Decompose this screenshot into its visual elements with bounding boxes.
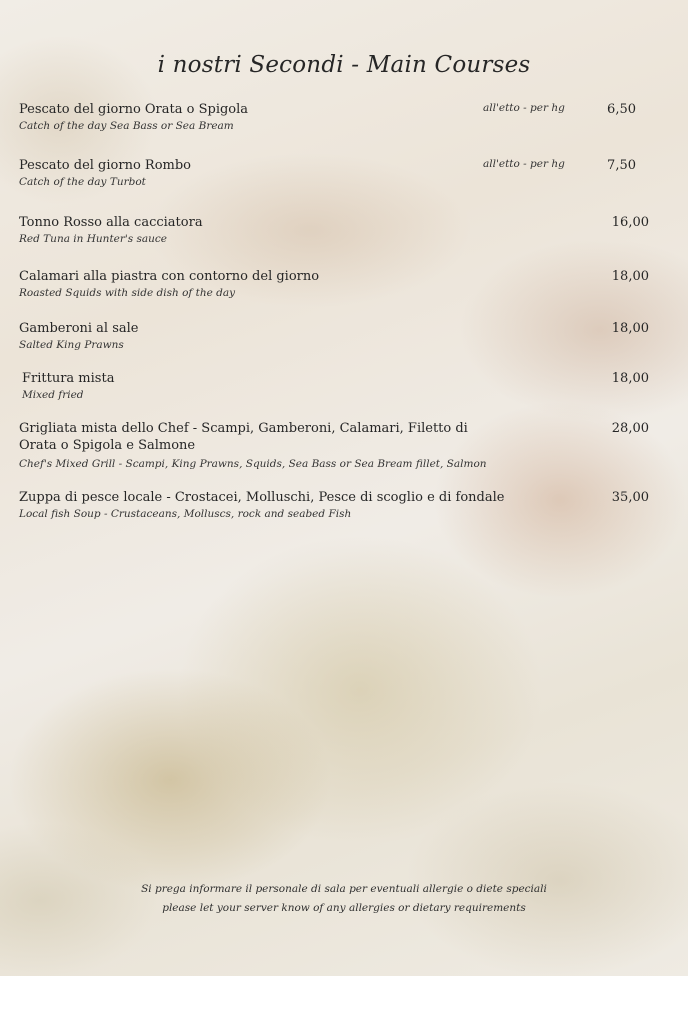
item-description: Salted King Prawns xyxy=(19,339,124,351)
allergy-note-italian: Si prega informare il personale di sala per eventuali allergie o diete speciali xyxy=(141,883,547,895)
item-description: Catch of the day Turbot xyxy=(19,176,146,188)
item-price: 18,00 xyxy=(611,371,649,386)
menu-item-grigliata xyxy=(19,420,659,471)
item-name: Zuppa di pesce locale - Crostacei, Molluschi, Pesce di scoglio e di fondale xyxy=(19,490,505,505)
item-name: Grigliata mista dello Chef - Scampi, Gamberoni, Calamari, Filetto di Orata o Spigola e Salmone xyxy=(19,421,468,453)
item-description: Red Tuna in Hunter's sauce xyxy=(19,233,168,245)
item-price: 7,50 xyxy=(607,158,636,173)
item-description: Roasted Squids with side dish of the day xyxy=(19,287,236,299)
item-name: Calamari alla piastra con contorno del giorno xyxy=(19,269,320,284)
menu-item-zuppa xyxy=(19,489,659,521)
item-description: Local fish Soup - Crustaceans, Molluscs, rock and seabed Fish xyxy=(19,508,352,520)
item-price: 6,50 xyxy=(607,102,636,117)
menu-item-frittura xyxy=(22,370,662,402)
item-name: Tonno Rosso alla cacciatora xyxy=(19,215,203,230)
item-name: Frittura mista xyxy=(22,371,115,386)
allergy-note-english: please let your server know of any allergies or dietary requirements xyxy=(162,902,526,914)
menu-item-rombo xyxy=(19,157,659,189)
item-name: Pescato del giorno Orata o Spigola xyxy=(19,102,249,117)
item-price: 16,00 xyxy=(611,215,649,230)
page-title: i nostri Secondi - Main Courses xyxy=(157,52,531,78)
item-description: Chef's Mixed Grill - Scampi, King Prawns, Squids, Sea Bass or Sea Bream fillet, Salmon xyxy=(19,458,487,470)
item-name: Gamberoni al sale xyxy=(19,321,139,336)
menu-item-orata-spigola xyxy=(19,101,659,133)
item-unit: all'etto - per hg xyxy=(483,158,565,170)
item-price: 18,00 xyxy=(611,269,649,284)
item-name: Pescato del giorno Rombo xyxy=(19,158,191,173)
item-price: 18,00 xyxy=(611,321,649,336)
menu-item-calamari xyxy=(19,268,659,300)
item-description: Mixed fried xyxy=(22,389,84,401)
item-price: 28,00 xyxy=(611,421,649,436)
item-unit: all'etto - per hg xyxy=(483,102,565,114)
menu-item-tonno-rosso xyxy=(19,214,659,246)
item-description: Catch of the day Sea Bass or Sea Bream xyxy=(19,120,234,132)
item-price: 35,00 xyxy=(611,490,649,505)
menu-item-gamberoni xyxy=(19,320,659,352)
